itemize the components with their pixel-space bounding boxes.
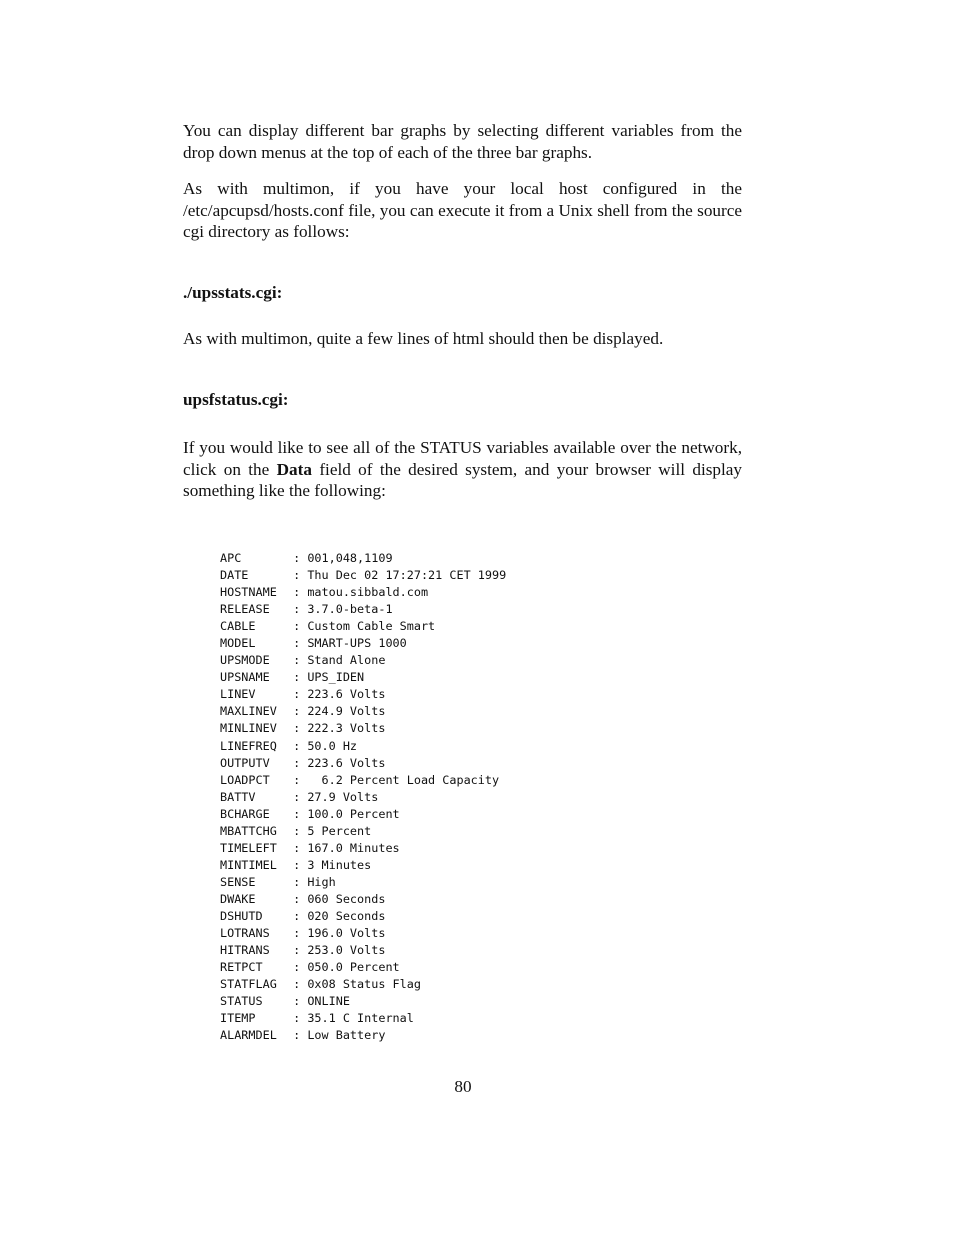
heading-upsfstatus: upsfstatus.cgi:: [183, 390, 289, 409]
status-key: LOADPCT: [220, 772, 270, 787]
status-line: [220, 823, 506, 840]
status-line: [220, 669, 506, 686]
status-key: MODEL: [220, 636, 256, 651]
status-key: BCHARGE: [220, 806, 270, 821]
status-line: [220, 959, 506, 976]
status-separator: :: [286, 908, 308, 923]
status-line: [220, 550, 506, 567]
heading-upsstats: ./upsstats.cgi:: [183, 283, 283, 302]
paragraph-bar-graphs: You can display different bar graphs by selecting different variables from the drop down menus at the top of each of the three bar graphs.: [183, 121, 742, 162]
status-separator: :: [286, 568, 308, 583]
status-separator: :: [286, 585, 308, 600]
status-value: 020 Seconds: [307, 908, 386, 923]
status-line: [220, 601, 506, 618]
status-line: [220, 652, 506, 669]
status-line: [220, 686, 506, 703]
status-line: [220, 806, 506, 823]
status-value: 224.9 Volts: [307, 704, 386, 719]
status-separator: :: [286, 943, 308, 958]
paragraph-status-variables: [183, 437, 742, 502]
status-separator: :: [286, 874, 308, 889]
status-separator: :: [286, 789, 308, 804]
status-key: STATFLAG: [220, 977, 277, 992]
status-value: matou.sibbald.com: [307, 585, 429, 600]
status-key: MINTIMEL: [220, 857, 277, 872]
status-key: MAXLINEV: [220, 704, 277, 719]
status-line: [220, 567, 506, 584]
status-separator: :: [286, 687, 308, 702]
status-value: 060 Seconds: [307, 891, 386, 906]
status-separator: :: [286, 653, 308, 668]
status-separator: :: [286, 738, 308, 753]
status-value: 253.0 Volts: [307, 943, 386, 958]
status-key: CABLE: [220, 619, 256, 634]
status-key: LINEV: [220, 687, 256, 702]
status-line: [220, 703, 506, 720]
status-key: RETPCT: [220, 960, 263, 975]
status-separator: :: [286, 823, 308, 838]
status-value: 223.6 Volts: [307, 755, 386, 770]
status-line: [220, 618, 506, 635]
status-separator: :: [286, 891, 308, 906]
status-value: 196.0 Volts: [307, 926, 386, 941]
status-separator: :: [286, 670, 308, 685]
status-value: 001,048,1109: [307, 551, 393, 565]
status-separator: :: [286, 602, 308, 617]
status-line: [220, 1027, 506, 1044]
status-value: UPS_IDEN: [307, 670, 365, 685]
status-line: [220, 993, 506, 1010]
status-key: RELEASE: [220, 602, 270, 617]
status-key: MINLINEV: [220, 721, 277, 736]
status-line: [220, 738, 506, 755]
status-separator: :: [286, 926, 308, 941]
status-separator: :: [286, 619, 308, 634]
status-value: Thu Dec 02 17:27:21 CET 1999: [307, 568, 507, 583]
status-line: [220, 1010, 506, 1027]
status-key: UPSNAME: [220, 670, 270, 685]
status-key: BATTV: [220, 789, 256, 804]
status-value: 0x08 Status Flag: [307, 977, 421, 992]
status-key: ITEMP: [220, 1011, 256, 1026]
status-value: 3.7.0-beta-1: [307, 602, 393, 617]
status-listing: [220, 550, 506, 1044]
status-value: 50.0 Hz: [307, 738, 358, 753]
status-key: OUTPUTV: [220, 755, 270, 770]
paragraph-html-lines: As with multimon, quite a few lines of html should then be displayed.: [183, 329, 664, 348]
status-key: UPSMODE: [220, 653, 270, 668]
status-separator: :: [286, 857, 308, 872]
status-value: 6.2 Percent Load Capacity: [307, 772, 500, 787]
status-key: HITRANS: [220, 943, 270, 958]
data-field-term: Data: [276, 459, 312, 479]
paragraph-text-start: If you would like to see all of the STATUS variables available over the network, click on the: [183, 438, 742, 479]
status-separator: :: [286, 551, 308, 565]
status-value: Low Battery: [307, 1028, 386, 1043]
status-value: ONLINE: [307, 994, 350, 1009]
status-line: [220, 874, 506, 891]
status-value: 35.1 C Internal: [307, 1011, 414, 1026]
status-line: [220, 789, 506, 806]
status-separator: :: [286, 772, 308, 787]
status-key: ALARMDEL: [220, 1028, 277, 1043]
status-line: [220, 942, 506, 959]
paragraph-text-end: field of the desired system, and your browser will display something like the following:: [183, 459, 742, 500]
status-line: [220, 908, 506, 925]
status-key: TIMELEFT: [220, 840, 277, 855]
status-value: High: [307, 874, 336, 889]
page-number: 80: [454, 1077, 472, 1096]
status-separator: :: [286, 977, 308, 992]
status-value: 27.9 Volts: [307, 789, 379, 804]
status-key: LINEFREQ: [220, 738, 277, 753]
status-separator: :: [286, 1011, 308, 1026]
status-value: Stand Alone: [307, 653, 386, 668]
status-line: [220, 584, 506, 601]
status-value: Custom Cable Smart: [307, 619, 436, 634]
status-separator: :: [286, 721, 308, 736]
status-line: [220, 925, 506, 942]
status-line: [220, 891, 506, 908]
status-key: DATE: [220, 568, 249, 583]
status-separator: :: [286, 806, 308, 821]
status-key: APC: [220, 551, 242, 565]
status-value: 222.3 Volts: [307, 721, 386, 736]
status-value: 100.0 Percent: [307, 806, 400, 821]
status-value: 050.0 Percent: [307, 960, 400, 975]
status-separator: :: [286, 960, 308, 975]
status-key: MBATTCHG: [220, 823, 277, 838]
status-separator: :: [286, 755, 308, 770]
status-key: HOSTNAME: [220, 585, 277, 600]
status-line: [220, 755, 506, 772]
paragraph-hosts-conf: As with multimon, if you have your local host configured in the /etc/apcupsd/hosts.conf file, you can execute it from a Unix shell from the source cgi directory as follows:: [183, 179, 742, 241]
status-line: [220, 720, 506, 737]
status-value: 223.6 Volts: [307, 687, 386, 702]
status-value: 167.0 Minutes: [307, 840, 400, 855]
status-key: DSHUTD: [220, 908, 263, 923]
status-separator: :: [286, 636, 308, 651]
status-line: [220, 772, 506, 789]
status-separator: :: [286, 1028, 308, 1043]
status-line: [220, 976, 506, 993]
status-value: 3 Minutes: [307, 857, 372, 872]
status-key: SENSE: [220, 874, 256, 889]
status-line: [220, 840, 506, 857]
status-value: SMART-UPS 1000: [307, 636, 407, 651]
status-separator: :: [286, 704, 308, 719]
status-line: [220, 857, 506, 874]
status-value: 5 Percent: [307, 823, 372, 838]
status-key: STATUS: [220, 994, 263, 1009]
status-key: DWAKE: [220, 891, 256, 906]
status-separator: :: [286, 840, 308, 855]
status-key: LOTRANS: [220, 926, 270, 941]
status-line: [220, 635, 506, 652]
status-separator: :: [286, 994, 308, 1009]
